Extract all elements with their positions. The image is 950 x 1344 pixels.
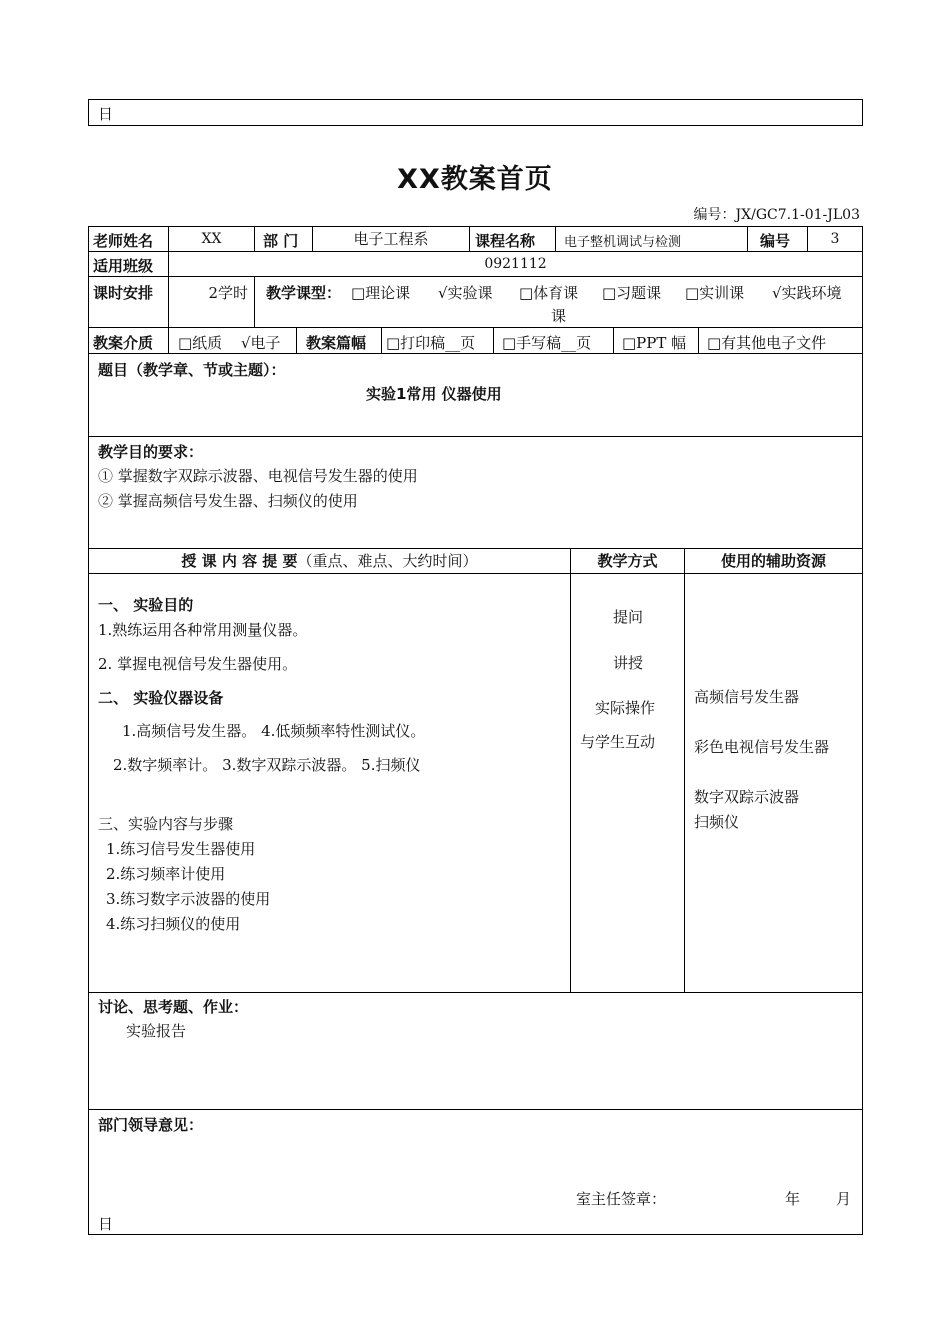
type-option-training[interactable]: □实训课: [685, 284, 745, 302]
class-value: 0921112: [484, 256, 547, 272]
course-label: 课程名称: [475, 232, 536, 250]
section1-item-1: 1.熟练运用各种常用测量仪器。: [98, 621, 308, 639]
teacher-label: 老师姓名: [93, 232, 154, 250]
hours-value-cell: [168, 276, 255, 328]
dept-value: 电子工程系: [353, 230, 429, 248]
medium-option-paper[interactable]: □纸质: [178, 334, 223, 352]
number-label: 编号: [760, 232, 791, 250]
resource-item-2: 彩色电视信号发生器: [694, 738, 830, 756]
resources-header: 使用的辅助资源: [720, 552, 826, 570]
number-value: 3: [830, 231, 840, 247]
dept-label-cell: [254, 226, 313, 252]
type-label: 教学课型：: [266, 284, 342, 302]
content-header-main: [181, 552, 477, 570]
document-code: 编号：JX/GC7.1-01-JL03: [693, 207, 860, 223]
dept-value-cell: [312, 226, 470, 252]
leader-sign-label: 室主任签章：: [576, 1190, 667, 1208]
topic-cell: [88, 353, 863, 437]
resource-item-4: 扫频仪: [694, 813, 740, 831]
medium-options-cell: [168, 327, 297, 354]
medium-label: 教案介质: [93, 334, 154, 352]
leader-cell: [88, 1109, 863, 1235]
teacher-label-cell: [88, 226, 169, 252]
pages-option-handwritten[interactable]: □手写稿__页: [502, 334, 592, 352]
type-option-wrap: 课: [551, 307, 567, 325]
section3-item-1: 1.练习信号发生器使用: [106, 840, 256, 858]
resource-item-3: 数字双踪示波器: [694, 788, 800, 806]
discussion-cell: [88, 992, 863, 1110]
teacher-value: XX: [201, 231, 222, 247]
goal-item-2: ② 掌握高频信号发生器、扫频仪的使用: [98, 492, 358, 510]
pages-other-cell: [698, 327, 863, 354]
type-option-exercise[interactable]: □习题课: [602, 284, 662, 302]
hours-value: 2学时: [208, 284, 248, 302]
medium-label-cell: [88, 327, 169, 354]
leader-month: 月: [836, 1190, 852, 1208]
content-body-cell: [88, 573, 571, 993]
course-label-cell: [469, 226, 556, 252]
type-cell: [254, 276, 863, 328]
number-label-cell: [747, 226, 808, 252]
resource-item-1: 高频信号发生器: [694, 688, 800, 706]
hours-label-cell: [88, 276, 169, 328]
number-value-cell: [807, 226, 863, 252]
type-option-practice[interactable]: √实践环境: [772, 284, 842, 302]
pages-label: 教案篇幅: [306, 334, 367, 352]
section1-item-2: 2. 掌握电视信号发生器使用。: [98, 655, 298, 673]
type-option-lab[interactable]: √实验课: [438, 284, 493, 302]
method-item-1: 提问: [613, 608, 644, 626]
teacher-value-cell: [168, 226, 255, 252]
section2-line-1: 1.高频信号发生器。 4.低频频率特性测试仪。: [122, 722, 426, 740]
hours-label: 课时安排: [93, 284, 154, 302]
pages-printed-cell: [381, 327, 494, 354]
resources-header-cell: [684, 548, 863, 574]
method-header-cell: [570, 548, 685, 574]
goals-cell: [88, 436, 863, 549]
class-label: 适用班级: [93, 257, 154, 275]
method-body-cell: [570, 573, 685, 993]
pages-option-ppt[interactable]: □PPT 幅: [622, 334, 687, 352]
leader-year: 年: [785, 1190, 801, 1208]
leader-label: 部门领导意见：: [98, 1116, 204, 1134]
pages-ppt-cell: [613, 327, 699, 354]
method-item-2: 讲授: [613, 654, 644, 672]
course-value: 电子整机调试与检测: [564, 235, 682, 250]
content-header-bold: 授 课 内 容 提 要: [181, 552, 298, 570]
resources-body-cell: [684, 573, 863, 993]
method-header: 教学方式: [597, 552, 658, 570]
topic-value: 实验1常用 仪器使用: [366, 385, 502, 403]
section3-title: 三、实验内容与步骤: [98, 815, 234, 833]
leader-day: 日: [98, 1215, 114, 1233]
method-item-3: 实际操作: [595, 699, 656, 717]
method-item-4: 与学生互动: [580, 733, 656, 751]
class-label-cell: [88, 251, 169, 277]
type-option-pe[interactable]: □体育课: [519, 284, 579, 302]
prev-page-tail: [88, 99, 863, 126]
dept-label: 部 门: [263, 232, 299, 250]
course-value-cell: [555, 226, 748, 252]
pages-label-cell: [296, 327, 382, 354]
prev-page-day: 日: [98, 105, 114, 123]
medium-option-electronic[interactable]: √电子: [241, 334, 281, 352]
topic-label: 题目（教学章、节或主题）：: [98, 361, 286, 379]
type-option-theory[interactable]: □理论课: [351, 284, 411, 302]
goal-item-1: ① 掌握数字双踪示波器、电视信号发生器的使用: [98, 467, 418, 485]
section3-item-3: 3.练习数字示波器的使用: [106, 890, 271, 908]
content-header-note: （重点、难点、大约时间）: [297, 552, 478, 570]
section3-item-2: 2.练习频率计使用: [106, 865, 226, 883]
class-value-cell: [168, 251, 863, 277]
page-title: XX教案首页: [397, 164, 553, 195]
section2-line-2: 2.数字频率计。 3.数字双踪示波器。 5.扫频仪: [113, 756, 421, 774]
pages-option-other[interactable]: □有其他电子文件: [707, 334, 827, 352]
pages-handwritten-cell: [493, 327, 614, 354]
discussion-label: 讨论、思考题、作业：: [98, 998, 249, 1016]
discussion-value: 实验报告: [126, 1022, 187, 1040]
content-header-cell: [88, 548, 571, 574]
section3-item-4: 4.练习扫频仪的使用: [106, 915, 241, 933]
section1-title: 一、 实验目的: [98, 596, 194, 614]
pages-option-printed[interactable]: □打印稿__页: [386, 334, 476, 352]
section2-title: 二、 实验仪器设备: [98, 689, 224, 707]
goals-label: 教学目的要求：: [98, 443, 204, 461]
